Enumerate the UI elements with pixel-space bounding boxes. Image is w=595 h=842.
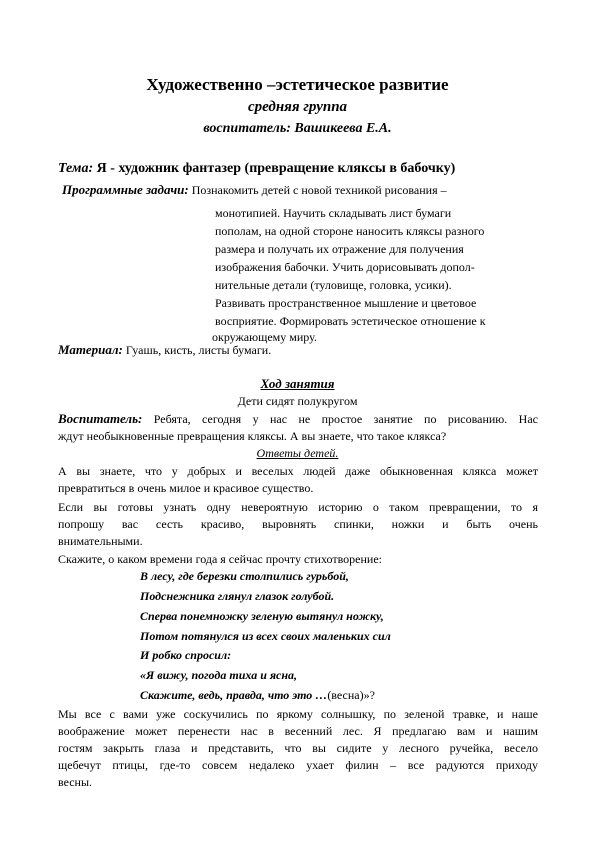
tasks-line: Развивать пространственное мышление и цветовое [215,296,477,310]
tasks-label: Программные задачи: [62,182,189,197]
material-text: Гуашь, кисть, листы бумаги. [125,343,272,357]
poem-line: «Я вижу, погода тиха и ясна, [140,668,298,682]
tasks-line: пополам, на одной стороне наносить кляксы разного [215,224,485,238]
children-seated: Дети сидят полукругом [237,394,358,408]
paragraph-2-line3: внимательными. [58,534,143,548]
paragraph-4-line1: Мы все с вами уже соскучились по яркому солнышку, по зеленой травке, и наше [58,707,538,721]
tasks-line: окружающему миру. [212,330,317,344]
paragraph-4-line2: воображение может перенести нас в весенний лес. Я предлагаю вам и нашим [58,724,538,738]
poem-line: Сперва понемножку зеленую вытянул ножку, [140,609,384,623]
topic-line [58,161,455,177]
topic-text: Я - художник фантазер (превращение кляксы в бабочку) [96,161,456,176]
paragraph-2-line1: Если вы готовы узнать одну невероятную историю о таком превращении, то я [58,500,538,514]
paragraph-3: Скажите, о каком времени года я сейчас прочту стихотворение: [58,552,382,566]
tasks-line: монотипией. Научить складывать лист бумаги [215,206,452,220]
poem-last-bold: Скажите, ведь, правда, что это … [140,688,328,702]
paragraph-1-line2: превратиться в очень милое и красивое существо. [58,481,314,495]
tasks-first-text: Познакомить детей с новой техникой рисования – [191,183,447,197]
paragraph-1-line1: А вы знаете, что у добрых и веселых людей даже обыкновенная клякса может [58,464,538,478]
tasks-line: изображения бабочки. Учить дорисовывать допол- [215,260,475,274]
teacher-subtitle: воспитатель: Вашикеева Е.А. [203,121,392,136]
poem-last-line [140,687,375,703]
page-title: Художественно –эстетическое развитие [146,75,449,94]
material-label: Материал: [58,342,123,357]
group-subtitle: средняя группа [247,99,348,115]
tasks-line: нительные детали (туловище, головка, усики). [215,278,452,292]
paragraph-4-line4: щебечут птицы, где-то совсем недалеко ухает филин – все радуются приходу [58,758,538,772]
paragraph-2-line2: попрошу вас сесть красиво, выровнять спинки, ножки и быть очень [58,517,538,531]
paragraph-4-line3: гостям закрыть глаза и представить, что вы сидите у лесного ручейка, весело [58,741,538,755]
tasks-line: восприятие. Формировать эстетическое отношение к [215,314,486,328]
topic-label: Тема: [58,161,94,176]
paragraph-4-line5: весны. [58,775,93,789]
poem-line: Подснежника глянул глазок голубой. [140,589,335,603]
poem-line: В лесу, где березки столпились гурьбой, [140,569,349,583]
tasks-body [212,205,545,345]
teacher-intro-line1 [58,411,538,427]
poem-answer: (весна)»? [327,688,375,702]
tasks-first-line [62,182,447,198]
lesson-heading: Ход занятия [260,376,335,391]
tasks-line: размера и получать их отражение для получения [215,242,464,256]
material-line [58,342,271,358]
children-answers: Ответы детей. [256,446,339,460]
poem-line: И робко спросил: [140,648,232,662]
poem-line: Потом потянулся из всех своих маленьких сил [140,629,391,643]
teacher-intro-text: Ребята, сегодня у нас не простое занятие по рисованию. Нас [153,412,539,426]
teacher-intro-line2: ждут необыкновенные превращения кляксы. А вы знаете, что такое клякса? [58,429,447,443]
teacher-label: Воспитатель: [58,411,143,426]
